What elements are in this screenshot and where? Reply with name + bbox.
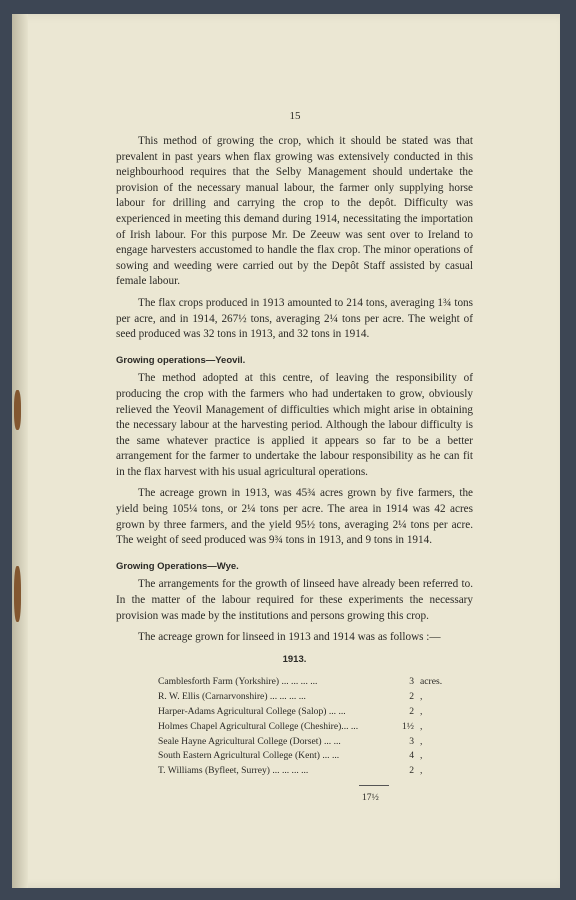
page-binding-shadow [12, 14, 28, 888]
row-value: 1½ [402, 720, 414, 732]
row-name: Seale Hayne Agricultural College (Dorset) ... ... [158, 735, 341, 747]
paragraph: This method of growing the crop, which it should be stated was that prevalent in past years when flax growing was extensively conducted in this neighbourhood requires that the Selby Management should undertake the provision of the necessary manual labour, the farmer only supplying horse labour for drilling and carrying the crop to the depôt. Difficulty was experienced in meeting this demand during 1914, necessitating the importation of Irish labour. For this purpose Mr. De Zeeuw was sent over to Ireland to engage harvesters accustomed to handle the flax crop. The minor operations of sowing and weeding were carried out by the Depôt Staff assisted by casual female labour. [116, 135, 473, 288]
table-row [158, 690, 448, 705]
row-name: R. W. Ellis (Carnarvonshire) ... ... ... ... [158, 691, 306, 703]
paragraph: The acreage grown in 1913, was 45¾ acres grown by five farmers, the yield being 105¼ tons, or 2¼ tons per acre. The area in 1914 was 42 acres grown by three farmers, and the yield 95½ tons, averaging 2¼ tons per acre. The weight of seed produced was 9¾ tons in 1913, and 9 tons in 1914. [116, 487, 473, 547]
section-heading-yeovil: Growing operations—Yeovil. [116, 354, 246, 366]
row-value: 2 [409, 706, 414, 717]
row-value: 3 [409, 735, 414, 747]
document-page [12, 14, 560, 888]
stain-mark [14, 566, 21, 622]
row-unit: , [420, 735, 423, 747]
table-row [158, 764, 448, 779]
row-unit: , [420, 691, 423, 703]
row-value: 2 [409, 691, 414, 703]
row-name: Harper-Adams Agricultural College (Salop) ... ... [158, 706, 346, 717]
row-unit: , [420, 706, 423, 717]
row-value: 3 [409, 676, 414, 688]
row-name: Holmes Chapel Agricultural College (Cheshire)... ... [158, 720, 359, 732]
row-name: South Eastern Agricultural College (Kent) ... ... [158, 750, 340, 762]
document-body [116, 134, 473, 806]
table-year-heading: 1913. [282, 653, 307, 665]
page-number: 15 [289, 110, 301, 122]
row-unit: , [420, 750, 423, 762]
row-name: T. Williams (Byfleet, Surrey) ... ... ... ... [158, 765, 309, 777]
paragraph: The acreage grown for linseed in 1913 and 1914 was as follows :— [138, 631, 441, 644]
row-value: 2 [409, 765, 414, 777]
table-row [158, 675, 448, 690]
total-rule [359, 785, 389, 786]
table-row [158, 705, 448, 720]
table-row [158, 735, 448, 750]
total-value: 17½ [362, 791, 379, 803]
row-value: 4 [409, 750, 414, 762]
section-heading-wye: Growing Operations—Wye. [116, 560, 239, 572]
row-unit: , [420, 720, 423, 732]
row-unit: , [420, 765, 423, 777]
paragraph: The arrangements for the growth of linseed have already been referred to. In the matter of the labour required for these experiments the necessary provision was made by the institutions and persons growing this crop. [116, 578, 473, 622]
paragraph: The flax crops produced in 1913 amounted to 214 tons, averaging 1¾ tons per acre, and in 1914, 267½ tons, averaging 2¼ tons per acre. The weight of seed produced was 32 tons in 1913, and 32 tons in 1914. [116, 296, 473, 341]
table-row [158, 720, 448, 735]
paragraph: The method adopted at this centre, of leaving the responsibility of producing the crop with the farmers who had undertaken to grow, obviously relieved the Yeovil Management of difficulties which might arise in obtaining the necessary labour at the harvesting period. Although the labour difficulty is the same whatever practice is applied it appears so far to be a better arrangement for the farmer to undertake the labour responsibility as he can fit in the flax harvest with his usual agricultural operations. [116, 372, 473, 478]
stain-mark [14, 390, 21, 430]
row-name: Camblesforth Farm (Yorkshire) ... ... ... ... [158, 676, 318, 688]
table-row [158, 749, 448, 764]
acreage-table [158, 675, 448, 779]
row-unit: acres. [420, 676, 443, 688]
